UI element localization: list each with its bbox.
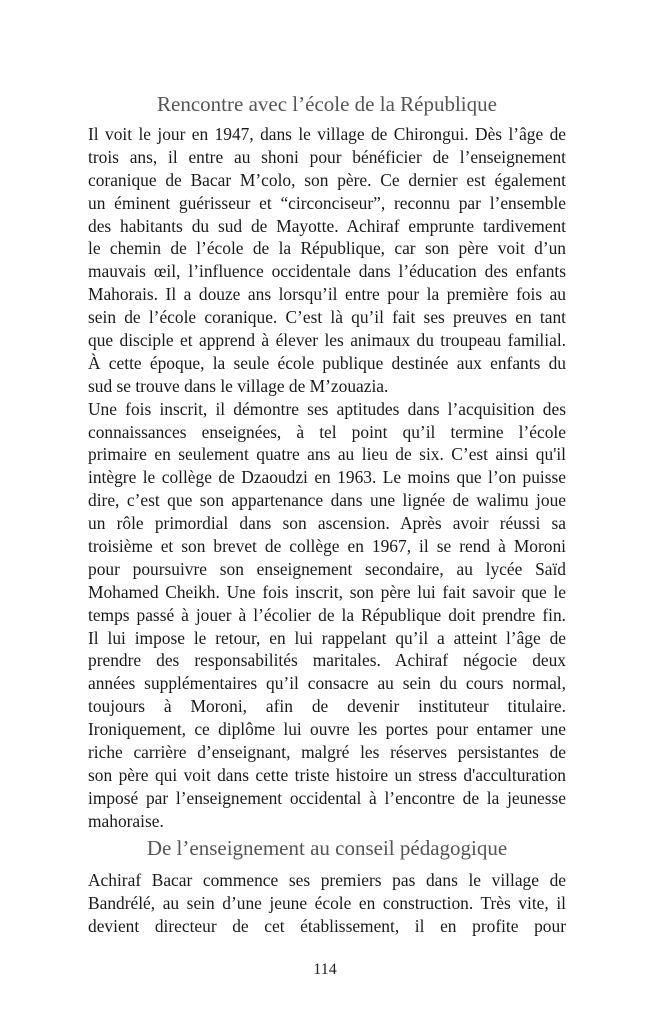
section-heading-enseignement: De l’enseignement au conseil pédagogique <box>146 836 508 860</box>
text-line: mahoraise. <box>88 810 164 831</box>
section-heading-rencontre: Rencontre avec l’école de la République <box>157 92 497 116</box>
text-line: connaissances enseignées, à tel point qu’il termine l’école <box>88 421 566 442</box>
text-line: À cette époque, la seule école publique destinée aux enfants du <box>88 352 566 373</box>
text-line: un éminent guérisseur et “circonciseur”, reconnu par l’ensemble <box>88 192 566 213</box>
text-line: mauvais œil, l’influence occidentale dans l’éducation des enfants <box>88 261 566 282</box>
text-line: intègre le collège de Dzaoudzi en 1963. Le moins que l’on puisse <box>88 467 566 488</box>
text-line: devient directeur de cet établissement, il en profite pour <box>88 915 566 936</box>
text-line: prendre des responsabilités maritales. Achiraf négocie deux <box>88 650 566 671</box>
text-line: Il lui impose le retour, en lui rappelant qu’il a atteint l’âge de <box>88 627 566 648</box>
text-line: Ironiquement, ce diplôme lui ouvre les portes pour entamer une <box>88 719 566 740</box>
text-line: coranique de Bacar M’colo, son père. Ce dernier est également <box>88 169 566 190</box>
text-line: sein de l’école coranique. C’est là qu’il fait ses preuves en tant <box>88 307 566 328</box>
text-line: pour poursuivre son enseignement secondaire, au lycée Saïd <box>88 558 566 579</box>
text-line: Bandrélé, au sein d’une jeune école en construction. Très vite, il <box>88 892 566 913</box>
text-line: imposé par l’enseignement occidental à l’encontre de la jeunesse <box>88 787 566 808</box>
text-line: son père qui voit dans cette triste histoire un stress d'acculturation <box>88 764 566 785</box>
text-line: Mohamed Cheikh. Une fois inscrit, son père lui fait savoir que le <box>88 581 566 602</box>
text-line: riche carrière d’enseignant, malgré les réserves persistantes de <box>88 742 566 763</box>
text-line: Achiraf Bacar commence ses premiers pas dans le village de <box>88 870 566 890</box>
text-line: dire, c’est que son appartenance dans une lignée de walimu joue <box>88 490 566 511</box>
text-line: trois ans, il entre au shoni pour bénéficier de l’enseignement <box>88 146 566 167</box>
text-line: temps passé à jouer à l’écolier de la République doit prendre fin. <box>88 604 566 625</box>
text-line: sud se trouve dans le village de M’zouazia. <box>88 375 389 396</box>
text-line: le chemin de l’école de la République, car son père voit d’un <box>88 238 566 259</box>
text-line: un rôle primordial dans son ascension. Après avoir réussi sa <box>88 513 566 534</box>
text-line: des habitants du sud de Mayotte. Achiraf emprunte tardivement <box>88 215 566 236</box>
text-line: années supplémentaires qu’il consacre au sein du cours normal, <box>88 673 566 694</box>
text-line: primaire en seulement quatre ans au lieu de six. C’est ainsi qu'il <box>88 444 566 465</box>
section-body-enseignement <box>88 869 566 938</box>
text-line: Mahorais. Il a douze ans lorsqu’il entre pour la première fois au <box>88 284 566 305</box>
text-line: Il voit le jour en 1947, dans le village de Chirongui. Dès l’âge de <box>88 124 566 144</box>
page-number: 114 <box>313 961 337 978</box>
text-line: que disciple et apprend à élever les animaux du troupeau familial. <box>88 330 566 351</box>
text-line: troisième et son brevet de collège en 1967, il se rend à Moroni <box>88 536 566 557</box>
text-line: toujours à Moroni, afin de devenir instituteur titulaire. <box>88 696 566 717</box>
text-line: Une fois inscrit, il démontre ses aptitudes dans l’acquisition des <box>88 398 566 419</box>
section-body-rencontre <box>88 123 566 833</box>
